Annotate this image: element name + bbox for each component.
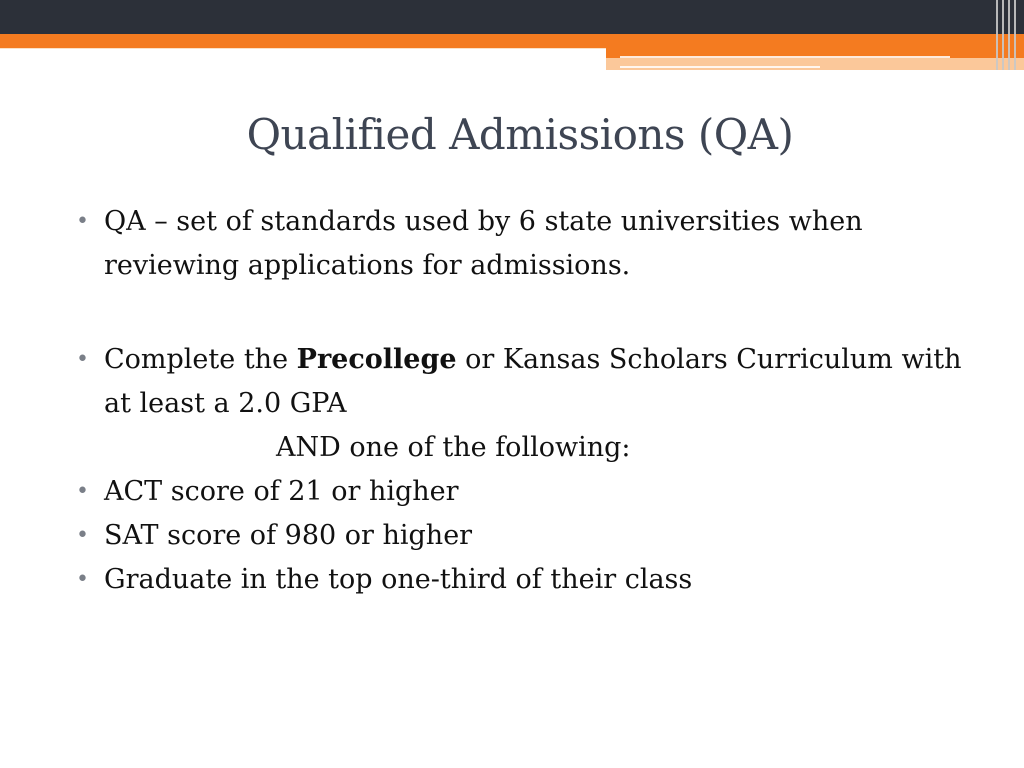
slide-title: Qualified Admissions (QA) — [246, 110, 794, 159]
header-orange-tab-light — [606, 58, 1024, 70]
bullet-text-suffix: or Kansas Scholars Curriculum with at least a 2.0 GPA — [104, 344, 962, 419]
bullet-text: QA – set of standards used by 6 state universities when reviewing applications for admissions. — [104, 206, 863, 281]
header-orange-bar — [0, 34, 1024, 48]
option-item — [74, 514, 974, 558]
and-line: AND one of the following: — [276, 432, 631, 463]
bullet-dot-icon: • — [76, 347, 89, 372]
bullet-item — [74, 200, 974, 288]
bullet-text-prefix: Complete the — [104, 344, 297, 375]
option-text: Graduate in the top one-third of their class — [104, 564, 693, 595]
option-text: SAT score of 980 or higher — [104, 520, 473, 551]
bullet-text-bold: Precollege — [296, 344, 457, 375]
spacer — [74, 288, 974, 338]
header-tab-stripe — [620, 66, 820, 68]
corner-decoration — [990, 0, 1024, 70]
slide-body — [74, 200, 974, 602]
header-dark-bar — [0, 0, 1024, 34]
option-text: ACT score of 21 or higher — [104, 476, 459, 507]
bullet-dot-icon: • — [76, 209, 89, 234]
bullet-item — [74, 338, 974, 426]
bullet-dot-icon: • — [76, 567, 89, 592]
header-tab-stripe — [620, 56, 950, 58]
header-thin-line — [0, 48, 606, 49]
bullet-dot-icon: • — [76, 523, 89, 548]
option-item — [74, 558, 974, 602]
bullet-dot-icon: • — [76, 479, 89, 504]
option-item — [74, 470, 974, 514]
